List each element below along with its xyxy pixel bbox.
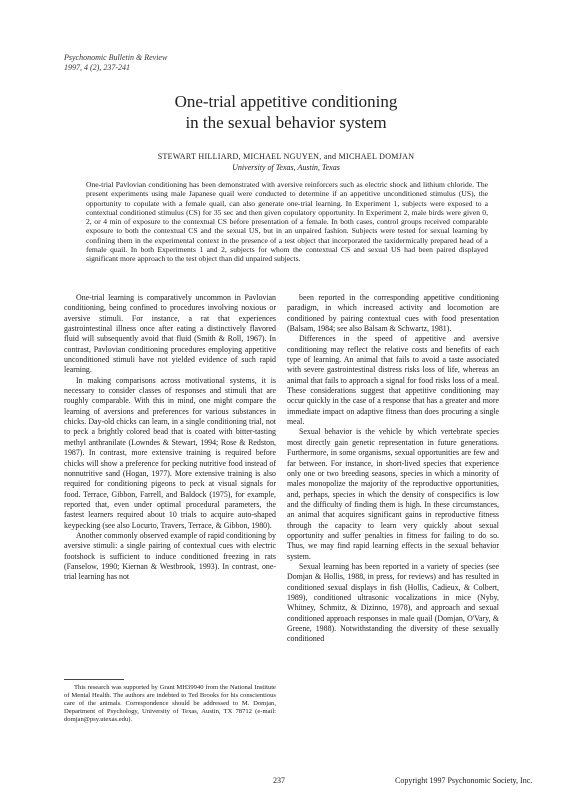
paragraph: Differences in the speed of appetitive and aversive conditioning may reflect the relative costs and benefits of each type of learning. An animal that fails to avoid a taste associated with severe gastrointestinal distress risks loss of life, whereas an animal that fails to approach a signal for food risks loss of a meal. These considerations suggest that appetitive conditioning may occur quickly in the case of a response that has a greater and more immediate impact on adaptive fitness than does procuring a single meal. <box>287 334 499 427</box>
paragraph: In making comparisons across motivational systems, it is necessary to consider classes of responses and stimuli that are roughly comparable. With this in mind, one might compare the learning of aversions and preferences for various substances in chicks. Day-old chicks can learn, in a single conditioning trial, not to peck a brightly colored bead that is coated with bitter-tasting methyl anthranilate (Lowndes & Stewart, 1994; Rose & Redston, 1987). In contrast, more extensive training is required before chicks will show a preference for pecking nutritive food instead of nonnutritive sand (Hogan, 1977). More extensive training is also required for conditioning pigeons to peck at visual signals for food. Terrace, Gibbon, Farrell, and Baldock (1975), for example, reported that, even under optimal procedural parameters, the fastest learners required about 10 trials to acquire auto-shaped keypecking (see also Locurto, Travers, Terrace, & Gibbon, 1980). <box>64 375 276 530</box>
journal-volume: 1997, 4 (2), 237-241 <box>64 63 130 72</box>
footnote-text: This research was supported by Grant MH39940 from the National Institute of Mental Health. The authors are indebted to Ted Brooks for his conscientious care of the animals. Correspondence should be addressed to M. Domjan, Department of Psychology, University of Texas, Austin, TX 78712 (e-mail: domjan@psy.utexas.edu). <box>64 684 276 724</box>
affiliation: University of Texas, Austin, Texas <box>232 163 340 172</box>
paragraph: One-trial learning is comparatively uncommon in Pavlovian conditioning, being confined to procedures involving noxious or aversive stimuli. For instance, a rat that experiences gastrointestinal illness once after eating a distinctively flavored fluid will subsequently avoid that fluid (Smith & Roll, 1967). In contrast, Pavlovian conditioning procedures employing appetitive unconditioned stimuli have not yielded evidence of such rapid learning. <box>64 293 276 375</box>
paragraph: Sexual behavior is the vehicle by which vertebrate species most directly gain genetic representation in future generations. Furthermore, in some organisms, sexual opportunities are few and far between. For instance, in short-lived species that experience only one or two breeding seasons, species in which a minority of males monopolize the majority of the reproductive opportunities, and, perhaps, species in which the density of conspecifics is low and the difficulty of finding them is high. In these circumstances, an animal that acquires significant gains in reproductive fitness through the capacity to learn very quickly about sexual opportunity and suffer penalties in fitness for failing to do so. Thus, we may find rapid learning effects in the sexual behavior system. <box>287 427 499 561</box>
title-line-2: in the sexual behavior system <box>185 113 387 132</box>
journal-name: Psychonomic Bulletin & Review <box>64 53 168 62</box>
copyright-notice: Copyright 1997 Psychonomic Society, Inc. <box>395 776 533 785</box>
body-column-left <box>64 293 276 675</box>
body-column-right <box>287 293 499 759</box>
journal-citation <box>64 53 167 73</box>
paragraph: been reported in the corresponding appetitive conditioning paradigm, in which increased activity and locomotion are conditioned by pairing contextual cues with food presentation (Balsam, 1984; see also Balsam & Schwartz, 1981). <box>287 293 499 334</box>
page-number: 237 <box>273 776 285 785</box>
paragraph: Another commonly observed example of rapid conditioning by aversive stimuli: a single pairing of contextual cues with electric footshock is sufficient to induce conditioned freezing in rats (Fanselow, 1990; Kiernan & Westbrook, 1993). In contrast, one-trial learning has not <box>64 530 276 582</box>
abstract: One-trial Pavlovian conditioning has been demonstrated with aversive reinforcers such as electric shock and lithium chloride. The present experiments using male Japanese quail were conducted to determine if an appetitive unconditioned stimulus (US), the opportunity to copulate with a female quail, can also generate one-trial learning. In Experiment 1, subjects were exposed to a contextual conditioned stimulus (CS) for 35 sec and then given copulatory opportunity. In Experiment 2, male birds were given 0, 2, or 4 min of exposure to the contextual CS before presentation of a female. In both cases, control groups received comparable exposure to both the contextual CS and the sexual US, but in an unpaired fashion. Subjects were tested for sexual learning by confining them in the experimental context in the presence of a test object that incorporated the taxidermically prepared head of a female quail. In both Experiments 1 and 2, subjects for whom the contextual CS and sexual US had been paired displayed significant more approach to the test object than did unpaired subjects. <box>86 180 488 263</box>
title-line-1: One-trial appetitive conditioning <box>174 92 398 111</box>
footnote-rule <box>64 679 124 680</box>
article-title <box>60 91 512 133</box>
paragraph: Sexual learning has been reported in a variety of species (see Domjan & Hollis, 1988, in press, for reviews) and has resulted in conditioned sexual displays in fish (Hollis, Cadieux, & Colbert, 1989), conditioned ultrasonic vocalizations in mice (Nyby, Whitney, Schmitz, & Dizinno, 1978), and approach and sexual conditioned approach responses in male quail (Domjan, O'Vary, & Greene, 1988). Notwithstanding the diversity of these sexually conditioned <box>287 561 499 644</box>
author-list: STEWART HILLIARD, MICHAEL NGUYEN, and MICHAEL DOMJAN <box>157 152 415 161</box>
footnote <box>64 684 276 762</box>
